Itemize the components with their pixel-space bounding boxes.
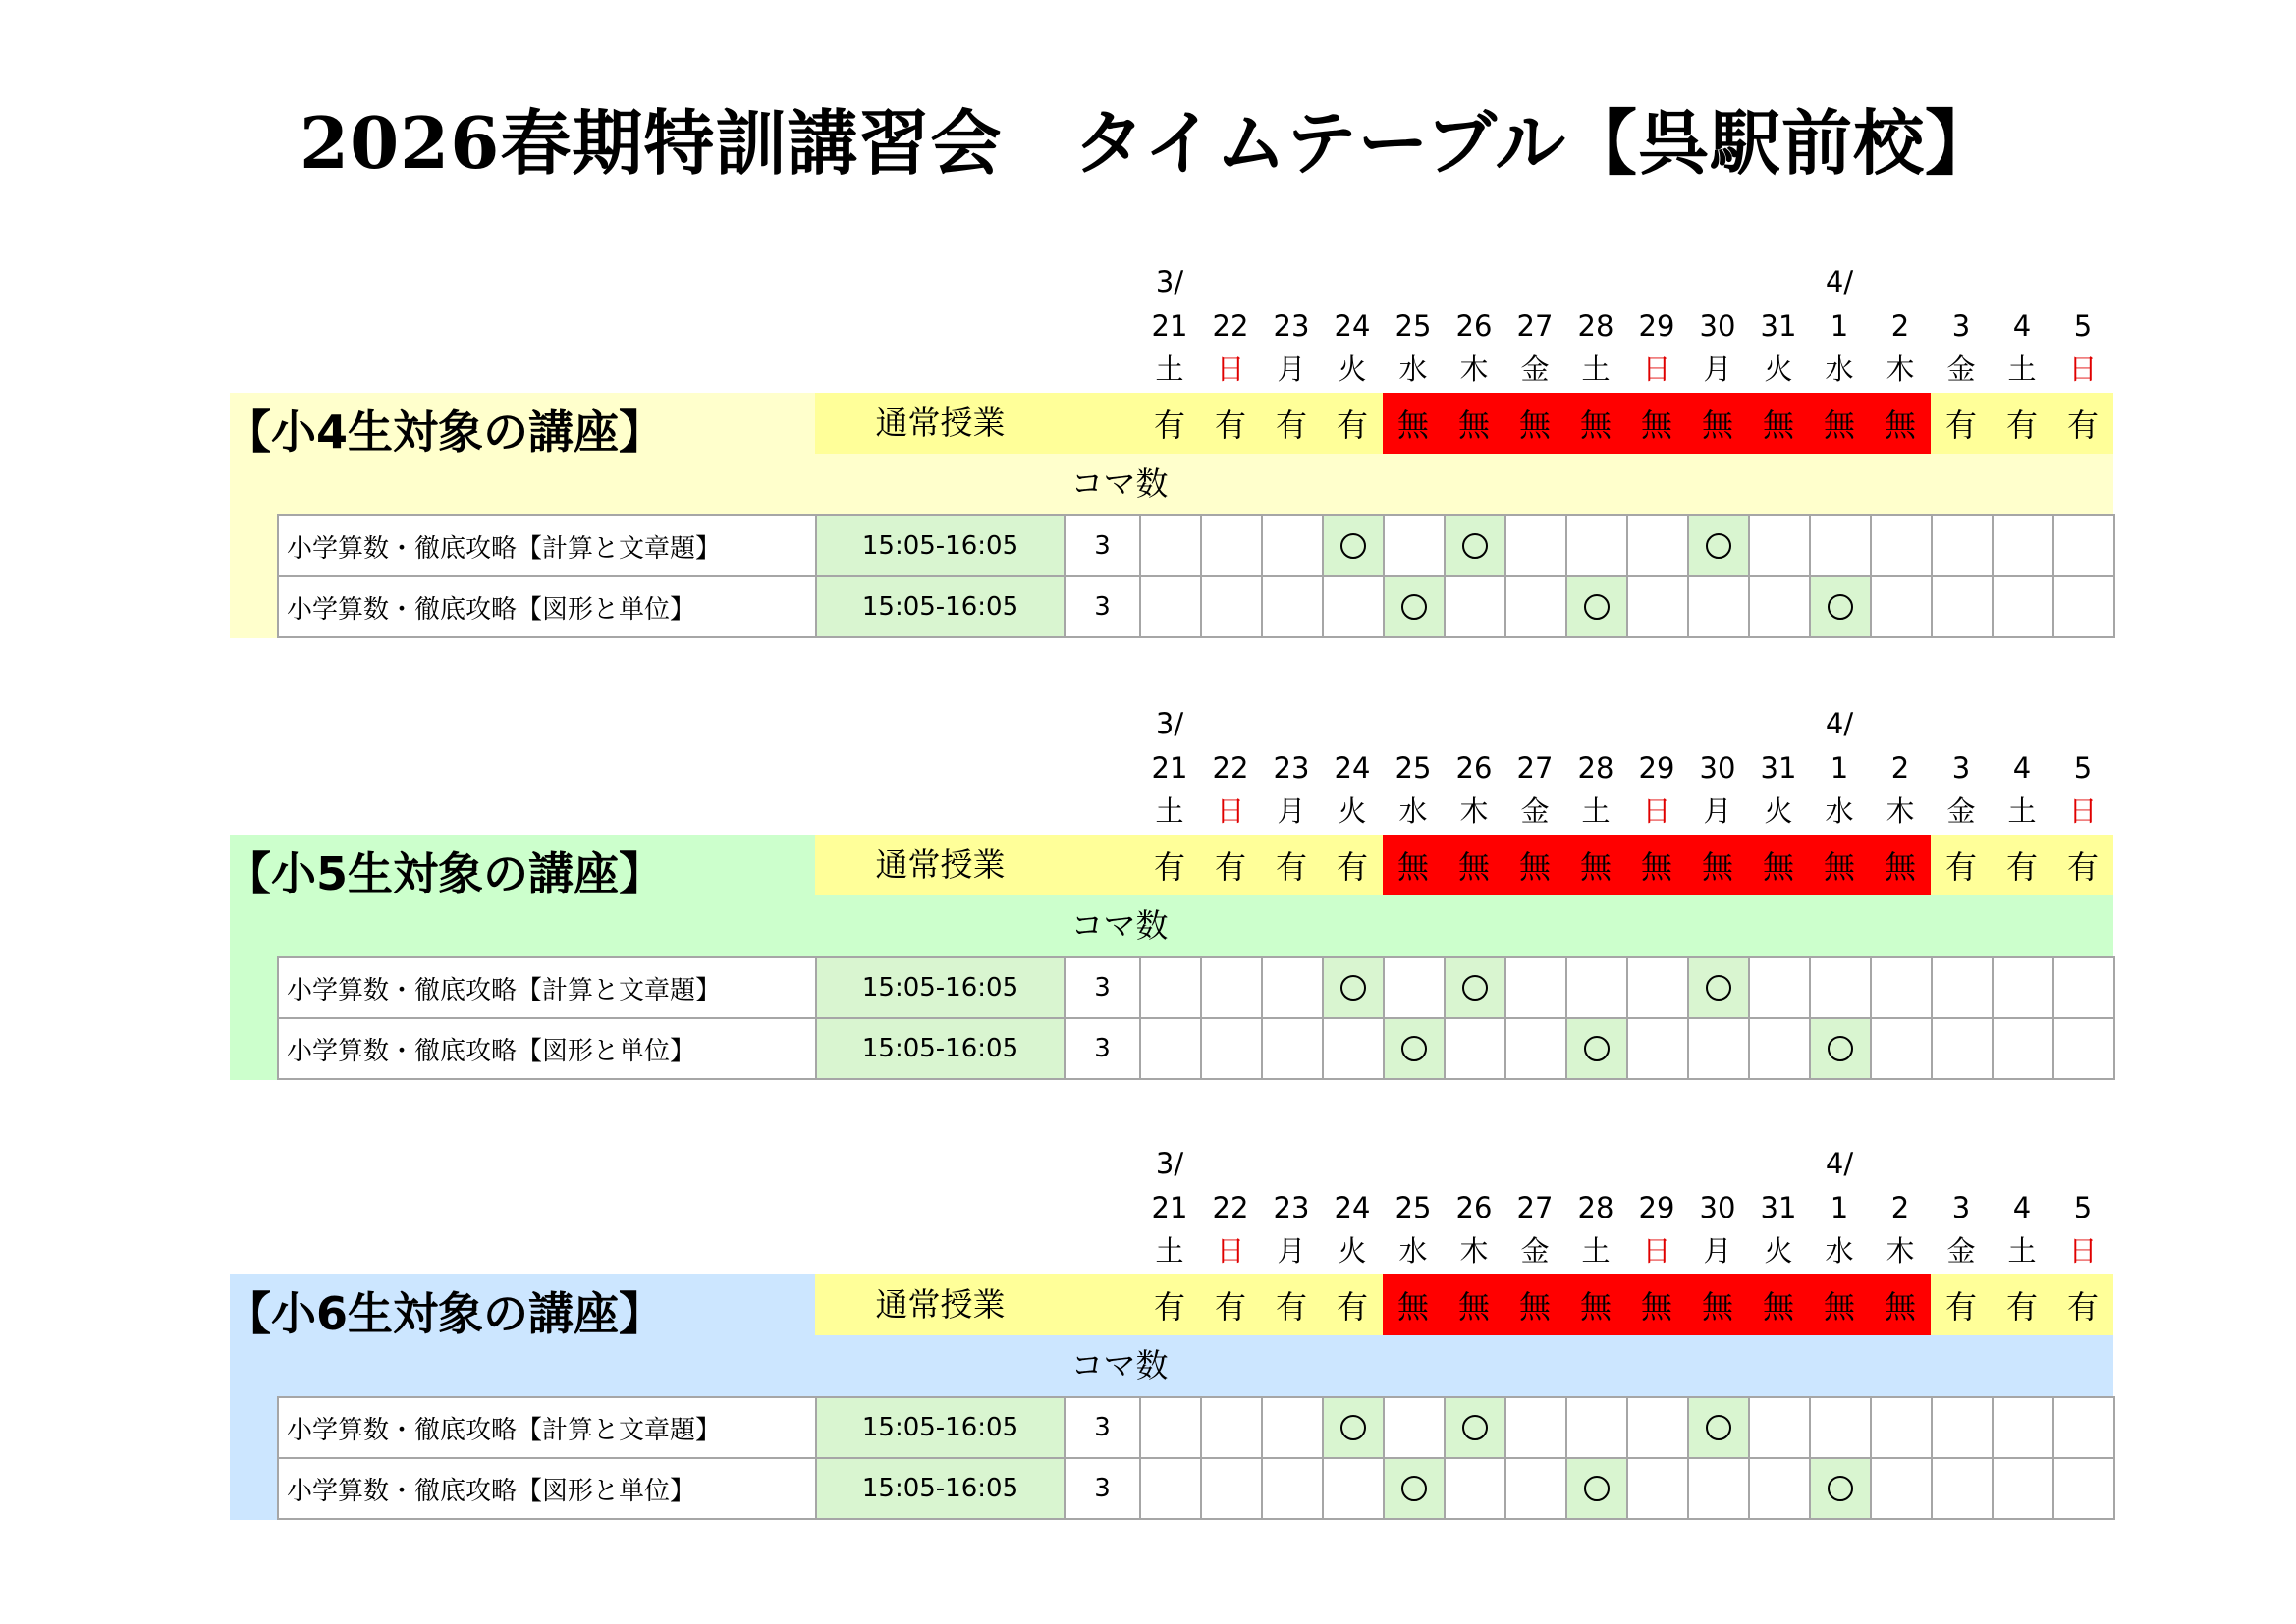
session-cell-scheduled — [1809, 575, 1872, 638]
day-number: 30 — [1699, 751, 1736, 785]
circle-mark-icon — [1401, 1036, 1427, 1061]
weekday-label: 水 — [1825, 352, 1854, 386]
day-number: 5 — [2073, 309, 2093, 343]
day-number: 22 — [1212, 751, 1249, 785]
day-number: 24 — [1334, 1191, 1371, 1224]
course-name: 小学算数・徹底攻略【図形と単位】 — [277, 1017, 817, 1080]
session-cell — [2052, 956, 2115, 1019]
day-number: 25 — [1394, 1191, 1432, 1224]
day-number: 29 — [1638, 751, 1675, 785]
course-name: 小学算数・徹底攻略【図形と単位】 — [277, 575, 817, 638]
day-number: 4 — [2012, 309, 2032, 343]
circle-mark-icon — [1584, 594, 1610, 620]
regular-status: 無 — [1565, 1274, 1626, 1335]
regular-class-label: 通常授業 — [875, 404, 1006, 442]
session-cell — [1139, 514, 1202, 577]
circle-mark-icon — [1828, 1476, 1853, 1501]
regular-status: 有 — [1944, 848, 1977, 886]
section-band — [230, 1396, 277, 1520]
session-cell — [1992, 956, 2054, 1019]
session-cell — [1504, 1017, 1567, 1080]
session-cell — [2052, 1457, 2115, 1520]
regular-status: 有 — [1944, 406, 1977, 444]
koma-count-label: コマ数 — [1070, 906, 1169, 945]
session-cell-scheduled — [1383, 1017, 1446, 1080]
session-cell — [1870, 514, 1933, 577]
day-number: 22 — [1212, 1191, 1249, 1224]
course-count: 3 — [1064, 1457, 1141, 1520]
weekday-label: 土 — [1581, 794, 1611, 828]
day-number: 23 — [1273, 309, 1310, 343]
weekday-label: 土 — [1155, 352, 1184, 386]
day-number: 28 — [1577, 751, 1614, 785]
weekday-label: 金 — [1946, 352, 1976, 386]
day-number: 31 — [1760, 309, 1797, 343]
regular-status: 無 — [1870, 393, 1931, 454]
day-number: 25 — [1394, 751, 1432, 785]
weekday-label: 木 — [1459, 352, 1489, 386]
session-cell — [1748, 514, 1811, 577]
regular-status: 無 — [1870, 835, 1931, 895]
weekday-label: 火 — [1338, 794, 1367, 828]
regular-status: 有 — [2005, 1288, 2038, 1326]
day-number: 26 — [1455, 1191, 1493, 1224]
regular-status: 無 — [1565, 835, 1626, 895]
regular-status: 有 — [1336, 1288, 1368, 1326]
session-cell-scheduled — [1565, 1017, 1628, 1080]
session-cell — [1504, 575, 1567, 638]
session-cell — [1687, 1017, 1750, 1080]
session-cell — [1322, 1017, 1385, 1080]
session-cell — [1322, 1457, 1385, 1520]
regular-status: 無 — [1504, 835, 1565, 895]
session-cell — [1139, 575, 1202, 638]
session-cell — [1139, 1396, 1202, 1459]
course-name: 小学算数・徹底攻略【図形と単位】 — [277, 1457, 817, 1520]
session-cell — [1992, 514, 2054, 577]
day-number: 24 — [1334, 751, 1371, 785]
session-cell — [1139, 956, 1202, 1019]
day-number: 29 — [1638, 1191, 1675, 1224]
weekday-label: 月 — [1703, 352, 1732, 386]
month-label: 4/ — [1825, 1147, 1854, 1180]
weekday-label: 日 — [1216, 794, 1245, 828]
session-cell — [1931, 1017, 1994, 1080]
session-cell-scheduled — [1322, 1396, 1385, 1459]
session-cell — [1261, 514, 1324, 577]
regular-status: 無 — [1383, 1274, 1444, 1335]
month-label: 3/ — [1155, 1147, 1184, 1180]
session-cell — [1626, 1457, 1689, 1520]
course-count: 3 — [1064, 1396, 1141, 1459]
session-cell — [1748, 575, 1811, 638]
circle-mark-icon — [1584, 1476, 1610, 1501]
day-number: 29 — [1638, 309, 1675, 343]
day-number: 3 — [1951, 309, 1971, 343]
regular-status: 有 — [1153, 1288, 1185, 1326]
day-number: 28 — [1577, 309, 1614, 343]
course-time: 15:05-16:05 — [815, 575, 1066, 638]
circle-mark-icon — [1584, 1036, 1610, 1061]
weekday-label: 土 — [1581, 1234, 1611, 1268]
session-cell — [2052, 1017, 2115, 1080]
regular-status: 有 — [1336, 406, 1368, 444]
regular-status: 有 — [1214, 406, 1246, 444]
regular-status: 無 — [1444, 1274, 1504, 1335]
weekday-label: 木 — [1886, 352, 1915, 386]
circle-mark-icon — [1462, 975, 1488, 1001]
regular-status: 無 — [1626, 835, 1687, 895]
session-cell-scheduled — [1565, 1457, 1628, 1520]
day-number: 30 — [1699, 1191, 1736, 1224]
session-cell — [1626, 1396, 1689, 1459]
course-count: 3 — [1064, 514, 1141, 577]
weekday-label: 火 — [1338, 352, 1367, 386]
session-cell — [1748, 956, 1811, 1019]
session-cell — [1931, 514, 1994, 577]
regular-status: 無 — [1383, 393, 1444, 454]
circle-mark-icon — [1462, 533, 1488, 559]
weekday-label: 火 — [1764, 794, 1793, 828]
weekday-label: 土 — [2007, 794, 2037, 828]
day-number: 1 — [1830, 751, 1849, 785]
session-cell — [1383, 1396, 1446, 1459]
session-cell — [1748, 1017, 1811, 1080]
day-number: 4 — [2012, 1191, 2032, 1224]
regular-status: 有 — [1153, 848, 1185, 886]
session-cell — [1565, 1396, 1628, 1459]
weekday-label: 金 — [1946, 794, 1976, 828]
session-cell-scheduled — [1687, 956, 1750, 1019]
day-number: 27 — [1516, 309, 1554, 343]
session-cell — [1870, 1457, 1933, 1520]
circle-mark-icon — [1401, 1476, 1427, 1501]
course-time: 15:05-16:05 — [815, 514, 1066, 577]
session-cell — [1444, 575, 1506, 638]
regular-status: 有 — [1275, 406, 1307, 444]
day-number: 2 — [1890, 751, 1910, 785]
session-cell-scheduled — [1322, 514, 1385, 577]
session-cell — [1565, 956, 1628, 1019]
session-cell — [1200, 1017, 1263, 1080]
circle-mark-icon — [1340, 1415, 1366, 1440]
session-cell — [1626, 514, 1689, 577]
day-number: 27 — [1516, 751, 1554, 785]
day-number: 2 — [1890, 1191, 1910, 1224]
day-number: 21 — [1151, 751, 1188, 785]
regular-status: 有 — [1944, 1288, 1977, 1326]
day-number: 24 — [1334, 309, 1371, 343]
session-cell — [1748, 1396, 1811, 1459]
session-cell-scheduled — [1444, 956, 1506, 1019]
circle-mark-icon — [1401, 594, 1427, 620]
weekday-label: 金 — [1520, 1234, 1550, 1268]
session-cell — [1626, 575, 1689, 638]
koma-count-label: コマ数 — [1070, 464, 1169, 503]
month-label: 4/ — [1825, 265, 1854, 298]
weekday-label: 水 — [1398, 352, 1428, 386]
weekday-label: 日 — [1642, 1234, 1671, 1268]
session-cell — [1444, 1457, 1506, 1520]
session-cell-scheduled — [1383, 575, 1446, 638]
session-cell — [2052, 514, 2115, 577]
circle-mark-icon — [1462, 1415, 1488, 1440]
weekday-label: 木 — [1886, 794, 1915, 828]
session-cell — [1626, 956, 1689, 1019]
weekday-label: 日 — [1642, 352, 1671, 386]
regular-status: 無 — [1626, 1274, 1687, 1335]
weekday-label: 土 — [1155, 1234, 1184, 1268]
regular-status: 無 — [1504, 393, 1565, 454]
day-number: 5 — [2073, 751, 2093, 785]
day-number: 3 — [1951, 1191, 1971, 1224]
regular-status: 無 — [1687, 1274, 1748, 1335]
session-cell — [1687, 1457, 1750, 1520]
weekday-label: 火 — [1764, 1234, 1793, 1268]
day-number: 25 — [1394, 309, 1432, 343]
session-cell-scheduled — [1809, 1017, 1872, 1080]
month-label: 3/ — [1155, 707, 1184, 740]
session-cell-scheduled — [1383, 1457, 1446, 1520]
day-number: 31 — [1760, 1191, 1797, 1224]
regular-status: 無 — [1809, 393, 1870, 454]
regular-status: 無 — [1748, 393, 1809, 454]
koma-count-label: コマ数 — [1070, 1346, 1169, 1384]
session-cell — [1565, 514, 1628, 577]
course-time: 15:05-16:05 — [815, 1396, 1066, 1459]
session-cell-scheduled — [1809, 1457, 1872, 1520]
day-number: 1 — [1830, 309, 1849, 343]
day-number: 21 — [1151, 1191, 1188, 1224]
day-number: 1 — [1830, 1191, 1849, 1224]
session-cell — [1139, 1457, 1202, 1520]
regular-status: 無 — [1383, 835, 1444, 895]
regular-status: 無 — [1687, 835, 1748, 895]
weekday-label: 土 — [2007, 352, 2037, 386]
day-number: 5 — [2073, 1191, 2093, 1224]
weekday-label: 火 — [1338, 1234, 1367, 1268]
day-number: 26 — [1455, 751, 1493, 785]
session-cell — [1261, 575, 1324, 638]
session-cell — [1200, 1457, 1263, 1520]
circle-mark-icon — [1828, 594, 1853, 620]
weekday-label: 月 — [1277, 352, 1306, 386]
session-cell — [1992, 1457, 2054, 1520]
session-cell — [1139, 1017, 1202, 1080]
session-cell — [1931, 956, 1994, 1019]
weekday-label: 金 — [1520, 794, 1550, 828]
regular-status: 無 — [1748, 1274, 1809, 1335]
session-cell — [1748, 1457, 1811, 1520]
session-cell — [1931, 1396, 1994, 1459]
weekday-label: 日 — [1216, 1234, 1245, 1268]
day-number: 4 — [2012, 751, 2032, 785]
weekday-label: 日 — [1216, 352, 1245, 386]
course-time: 15:05-16:05 — [815, 956, 1066, 1019]
day-number: 26 — [1455, 309, 1493, 343]
circle-mark-icon — [1706, 975, 1731, 1001]
weekday-label: 日 — [2068, 794, 2098, 828]
session-cell — [1809, 514, 1872, 577]
month-label: 3/ — [1155, 265, 1184, 298]
weekday-label: 日 — [1642, 794, 1671, 828]
session-cell — [1626, 1017, 1689, 1080]
day-number: 23 — [1273, 1191, 1310, 1224]
weekday-label: 土 — [1581, 352, 1611, 386]
regular-status: 有 — [1153, 406, 1185, 444]
weekday-label: 木 — [1459, 1234, 1489, 1268]
weekday-label: 金 — [1520, 352, 1550, 386]
session-cell-scheduled — [1322, 956, 1385, 1019]
weekday-label: 日 — [2068, 352, 2098, 386]
session-cell — [1870, 575, 1933, 638]
weekday-label: 木 — [1459, 794, 1489, 828]
regular-status: 有 — [2005, 406, 2038, 444]
regular-status: 有 — [1336, 848, 1368, 886]
session-cell — [1261, 1017, 1324, 1080]
session-cell — [1870, 1396, 1933, 1459]
circle-mark-icon — [1340, 975, 1366, 1001]
section-title: 【小4生対象の講座】 — [226, 406, 665, 459]
weekday-label: 月 — [1277, 1234, 1306, 1268]
weekday-label: 金 — [1946, 1234, 1976, 1268]
session-cell — [1809, 956, 1872, 1019]
course-time: 15:05-16:05 — [815, 1457, 1066, 1520]
regular-class-label: 通常授業 — [875, 1285, 1006, 1324]
section-title: 【小6生対象の講座】 — [226, 1287, 665, 1340]
day-number: 28 — [1577, 1191, 1614, 1224]
day-number: 2 — [1890, 309, 1910, 343]
session-cell — [1687, 575, 1750, 638]
day-number: 30 — [1699, 309, 1736, 343]
weekday-label: 木 — [1886, 1234, 1915, 1268]
regular-status: 有 — [2066, 848, 2099, 886]
circle-mark-icon — [1340, 533, 1366, 559]
session-cell — [2052, 575, 2115, 638]
session-cell-scheduled — [1444, 514, 1506, 577]
section-title: 【小5生対象の講座】 — [226, 847, 665, 900]
regular-status: 無 — [1444, 393, 1504, 454]
section-band — [230, 956, 277, 1080]
day-number: 21 — [1151, 309, 1188, 343]
session-cell — [1504, 956, 1567, 1019]
day-number: 27 — [1516, 1191, 1554, 1224]
weekday-label: 水 — [1398, 794, 1428, 828]
regular-status: 無 — [1626, 393, 1687, 454]
session-cell — [1870, 1017, 1933, 1080]
session-cell — [1444, 1017, 1506, 1080]
weekday-label: 月 — [1277, 794, 1306, 828]
course-name: 小学算数・徹底攻略【計算と文章題】 — [277, 1396, 817, 1459]
session-cell — [1931, 575, 1994, 638]
section-band — [230, 514, 277, 638]
session-cell — [1200, 956, 1263, 1019]
day-number: 22 — [1212, 309, 1249, 343]
regular-status: 有 — [1214, 1288, 1246, 1326]
regular-status: 無 — [1870, 1274, 1931, 1335]
session-cell — [1992, 1017, 2054, 1080]
weekday-label: 水 — [1398, 1234, 1428, 1268]
session-cell — [1200, 575, 1263, 638]
session-cell — [1200, 1396, 1263, 1459]
regular-status: 有 — [2066, 406, 2099, 444]
weekday-label: 水 — [1825, 1234, 1854, 1268]
page-title: 2026春期特訓講習会 タイムテーブル【呉駅前校】 — [299, 101, 1997, 185]
weekday-label: 火 — [1764, 352, 1793, 386]
session-cell — [1322, 575, 1385, 638]
session-cell — [1261, 1396, 1324, 1459]
day-number: 23 — [1273, 751, 1310, 785]
session-cell — [1261, 956, 1324, 1019]
weekday-label: 日 — [2068, 1234, 2098, 1268]
circle-mark-icon — [1706, 533, 1731, 559]
session-cell — [1504, 514, 1567, 577]
session-cell — [1504, 1457, 1567, 1520]
session-cell-scheduled — [1687, 514, 1750, 577]
regular-status: 有 — [1275, 848, 1307, 886]
session-cell-scheduled — [1444, 1396, 1506, 1459]
regular-class-label: 通常授業 — [875, 845, 1006, 884]
course-time: 15:05-16:05 — [815, 1017, 1066, 1080]
regular-status: 有 — [1214, 848, 1246, 886]
month-label: 4/ — [1825, 707, 1854, 740]
regular-status: 無 — [1444, 835, 1504, 895]
weekday-label: 月 — [1703, 794, 1732, 828]
session-cell — [1200, 514, 1263, 577]
regular-status: 無 — [1504, 1274, 1565, 1335]
weekday-label: 土 — [1155, 794, 1184, 828]
circle-mark-icon — [1706, 1415, 1731, 1440]
course-name: 小学算数・徹底攻略【計算と文章題】 — [277, 956, 817, 1019]
session-cell-scheduled — [1565, 575, 1628, 638]
course-name: 小学算数・徹底攻略【計算と文章題】 — [277, 514, 817, 577]
weekday-label: 水 — [1825, 794, 1854, 828]
weekday-label: 月 — [1703, 1234, 1732, 1268]
regular-status: 無 — [1748, 835, 1809, 895]
session-cell — [1261, 1457, 1324, 1520]
regular-status: 有 — [1275, 1288, 1307, 1326]
session-cell — [1992, 575, 2054, 638]
session-cell — [2052, 1396, 2115, 1459]
course-count: 3 — [1064, 1017, 1141, 1080]
session-cell — [1931, 1457, 1994, 1520]
regular-status: 有 — [2066, 1288, 2099, 1326]
session-cell — [1383, 956, 1446, 1019]
session-cell-scheduled — [1687, 1396, 1750, 1459]
course-count: 3 — [1064, 575, 1141, 638]
session-cell — [1504, 1396, 1567, 1459]
weekday-label: 土 — [2007, 1234, 2037, 1268]
regular-status: 無 — [1565, 393, 1626, 454]
session-cell — [1383, 514, 1446, 577]
regular-status: 無 — [1809, 835, 1870, 895]
day-number: 31 — [1760, 751, 1797, 785]
regular-status: 無 — [1809, 1274, 1870, 1335]
day-number: 3 — [1951, 751, 1971, 785]
course-count: 3 — [1064, 956, 1141, 1019]
regular-status: 有 — [2005, 848, 2038, 886]
session-cell — [1870, 956, 1933, 1019]
session-cell — [1992, 1396, 2054, 1459]
session-cell — [1809, 1396, 1872, 1459]
regular-status: 無 — [1687, 393, 1748, 454]
circle-mark-icon — [1828, 1036, 1853, 1061]
